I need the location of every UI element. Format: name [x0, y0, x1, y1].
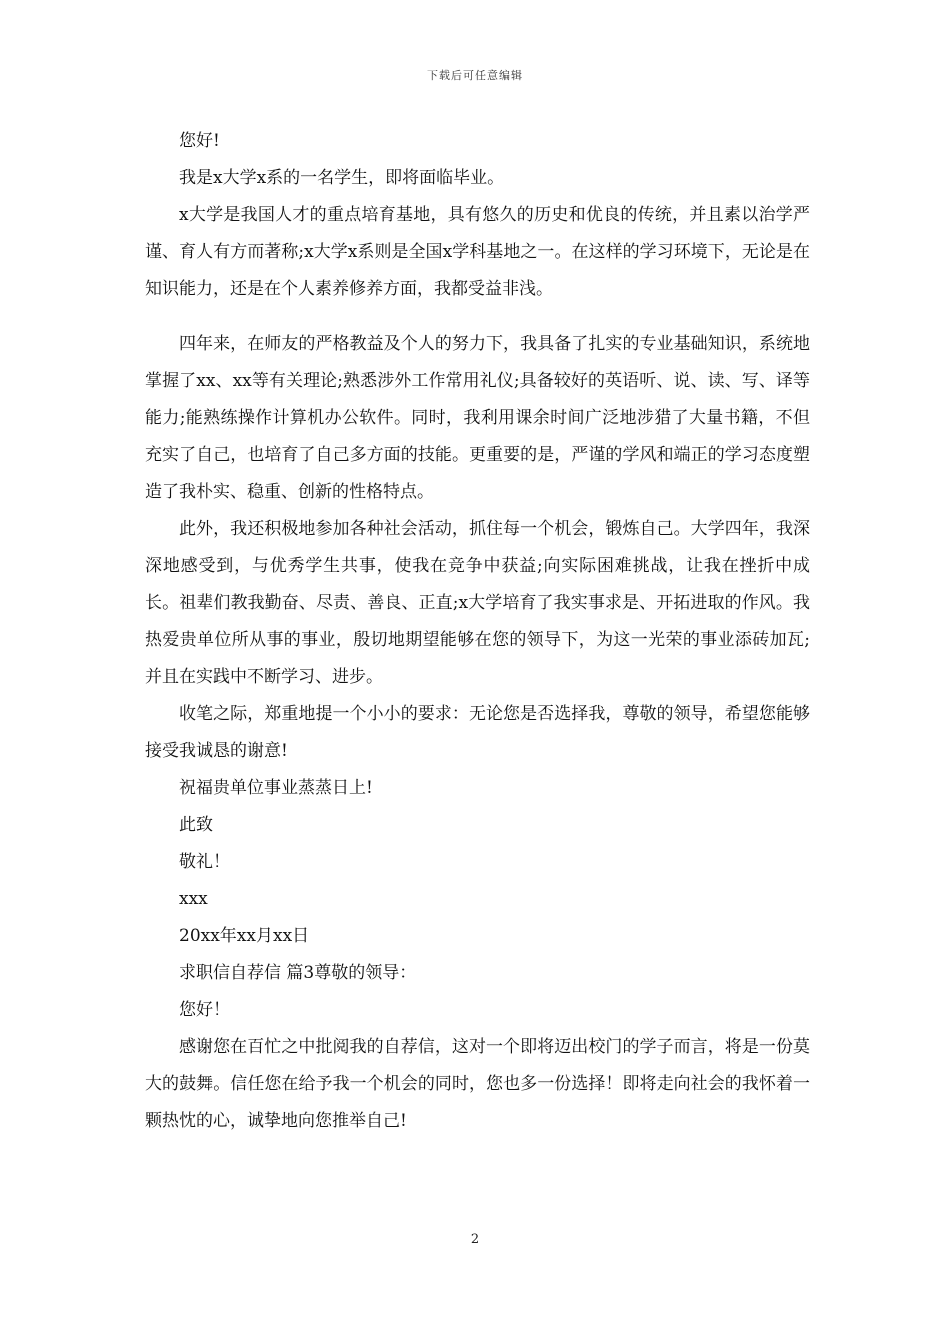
- section-heading: 求职信自荐信 篇3尊敬的领导：: [179, 963, 417, 983]
- signature-name: xxx: [179, 889, 208, 909]
- skills-paragraph: 四年来，在师友的严格教益及个人的努力下，我具备了扎实的专业基础知识，系统地掌握了xx、xx等有关理论;熟悉涉外工作常用礼仪;具备较好的英语听、说、读、写、译等能力;能熟练操作计算机办公软件。同时，我利用课余时间广泛地涉猎了大量书籍，不但充实了自己，也培育了自己多方面的技能。更重要的是，严谨的学风和端正的学习态度塑造了我朴实、稳重、创新的性格特点。: [145, 334, 810, 502]
- closing-request-paragraph: 收笔之际，郑重地提一个小小的要求：无论您是否选择我，尊敬的领导，希望您能够接受我诚恳的谢意!: [145, 704, 810, 761]
- intro-paragraph: 我是x大学x系的一名学生，即将面临毕业。: [179, 168, 505, 188]
- thanks-paragraph: 感谢您在百忙之中批阅我的自荐信，这对一个即将迈出校门的学子而言，将是一份莫大的鼓舞。信任您在给予我一个机会的同时，您也多一份选择！即将走向社会的我怀着一颗热忱的心，诚挚地向您推举自己!: [145, 1037, 810, 1131]
- page-header-note: 下载后可任意编辑: [427, 69, 523, 82]
- activities-paragraph: 此外，我还积极地参加各种社会活动，抓住每一个机会，锻炼自己。大学四年，我深深地感受到，与优秀学生共事，使我在竞争中获益;向实际困难挑战，让我在挫折中成长。祖辈们教我勤奋、尽责、善良、正直;x大学培育了我实事求是、开拓进取的作风。我热爱贵单位所从事的事业，殷切地期望能够在您的领导下，为这一光荣的事业添砖加瓦;并且在实践中不断学习、进步。: [145, 519, 810, 687]
- salutation-line: 此致: [179, 815, 213, 835]
- university-paragraph: x大学是我国人才的重点培育基地，具有悠久的历史和优良的传统，并且素以治学严谨、育人有方而著称;x大学x系则是全国x学科基地之一。在这样的学习环境下，无论是在知识能力，还是在个人素养修养方面，我都受益非浅。: [145, 205, 810, 299]
- signature-date: 20xx年xx月xx日: [179, 926, 310, 946]
- wishes-line: 祝福贵单位事业蒸蒸日上!: [179, 778, 373, 798]
- greeting-2: 您好！: [179, 1000, 230, 1020]
- regards-line: 敬礼！: [179, 852, 230, 872]
- letter-body: [145, 123, 810, 1140]
- greeting: 您好!: [179, 131, 220, 151]
- page-number: 2: [470, 1232, 480, 1247]
